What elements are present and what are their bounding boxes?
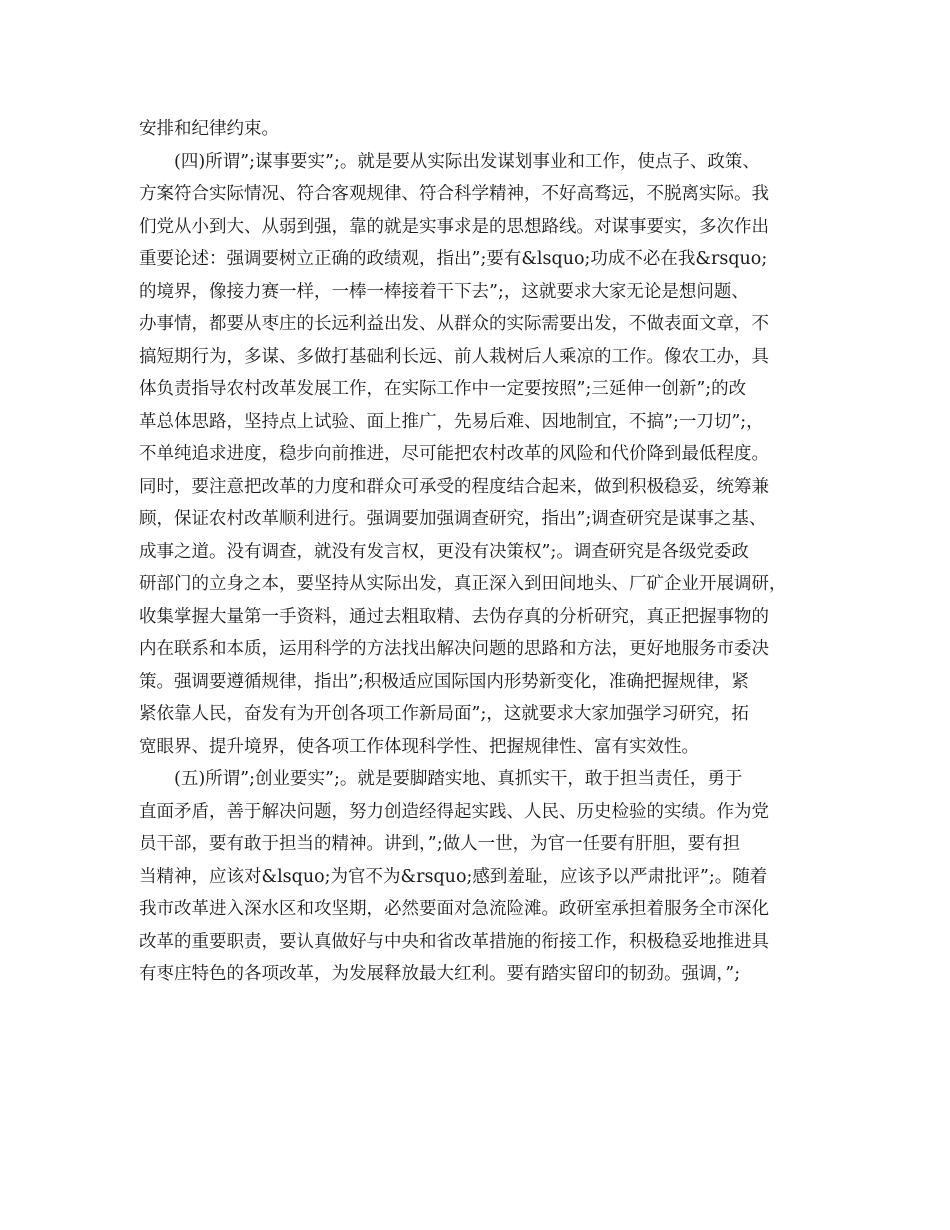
text-line: 我市改革进入深水区和攻坚期，必然要面对急流险滩。政研室承担着服务全市深化 [139, 899, 769, 919]
text-line: 们党从小到大、从弱到强，靠的就是实事求是的思想路线。对谋事要实，多次作出 [139, 216, 769, 237]
text-line: 收集掌握大量第一手资料，通过去粗取精、去伪存真的分析研究，真正把握事物的 [139, 606, 769, 627]
text-line: 重要论述：强调要树立正确的政绩观，指出”;要有&lsquo;功成不必在我&rsquo; [139, 249, 768, 269]
text-line: 同时，要注意把改革的力度和群众可承受的程度结合起来，做到积极稳妥，统筹兼 [139, 476, 769, 497]
text-line: 体负责指导农村改革发展工作，在实际工作中一定要按照”;三延伸一创新”;的改 [139, 379, 747, 399]
text-line: 安排和纪律约束。 [139, 119, 279, 139]
text-line: 方案符合实际情况、符合客观规律、符合科学精神，不好高骛远，不脱离实际。我 [139, 184, 769, 204]
text-line: 紧依靠人民，奋发有为开创各项工作新局面”;，这就要求大家加强学习研究，拓 [139, 704, 749, 724]
text-line: 的境界，像接力赛一样，一棒一棒接着干下去”;，这就要求大家无论是想问题、 [139, 281, 749, 302]
text-line: 有枣庄特色的各项改革，为发展释放最大红利。要有踏实留印的韧劲。强调，”; [139, 964, 741, 984]
text-line: 内在联系和本质，运用科学的方法找出解决问题的思路和方法，更好地服务市委决 [139, 639, 769, 659]
paragraph-start-line: (四)所谓”;谋事要实”;。就是要从实际出发谋划事业和工作，使点子、政策、 [174, 151, 760, 172]
text-line: 顾，保证农村改革顺利进行。强调要加强调查研究，指出”;调查研究是谋事之基、 [139, 509, 767, 529]
text-line: 员干部，要有敢于担当的精神。讲到，”;做人一世，为官一任要有肝胆，要有担 [139, 834, 741, 854]
text-line: 搞短期行为，多谋、多做打基础利长远、前人栽树后人乘凉的工作。像农工办，具 [139, 346, 769, 367]
text-line: 研部门的立身之本，要坚持从实际出发，真正深入到田间地头、厂矿企业开展调研， [139, 574, 787, 594]
document-body [139, 113, 829, 991]
text-line: 策。强调要遵循规律，指出”;积极适应国际国内形势新变化，准确把握规律，紧 [139, 671, 749, 692]
text-line: 办事情，都要从枣庄的长远利益出发、从群众的实际需要出发，不做表面文章，不 [139, 314, 769, 334]
text-line: 改革的重要职责，要认真做好与中央和省改革措施的衔接工作，积极稳妥地推进具 [139, 931, 769, 952]
paragraph-start-line: (五)所谓”;创业要实”;。就是要脚踏实地、真抓实干，敢于担当责任，勇于 [174, 769, 743, 789]
text-line: 成事之道。没有调查，就没有发言权，更没有决策权”;。调查研究是各级党委政 [139, 541, 749, 562]
text-line: 当精神，应该对&lsquo;为官不为&rsquo;感到羞耻，应该予以严肃批评”;。随着 [139, 866, 768, 887]
text-line: 宽眼界、提升境界，使各项工作体现科学性、把握规律性、富有实效性。 [139, 736, 699, 757]
text-line: 不单纯追求进度，稳步向前推进，尽可能把农村改革的风险和代价降到最低程度。 [139, 444, 769, 464]
text-line: 革总体思路，坚持点上试验、面上推广，先易后难、因地制宜，不搞”;一刀切”;， [139, 411, 764, 432]
text-line: 直面矛盾，善于解决问题，努力创造经得起实践、人民、历史检验的实绩。作为党 [139, 801, 769, 822]
